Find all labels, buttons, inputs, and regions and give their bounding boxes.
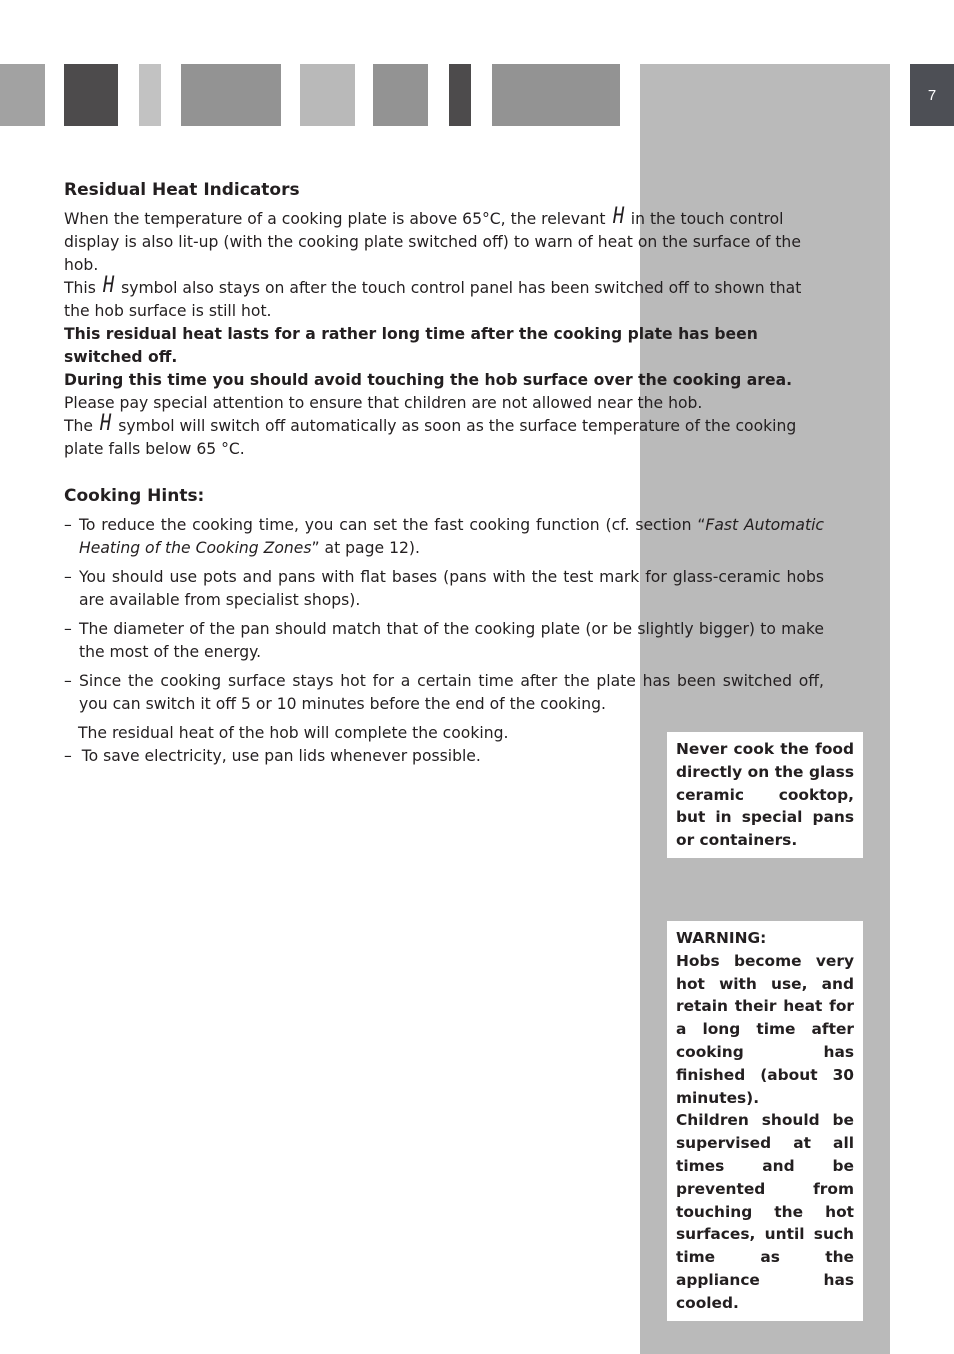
header-block-5	[300, 64, 355, 126]
list-item: – The diameter of the pan should match that of the cooking plate (or be slightly bigger) to make the most of the energy.	[64, 620, 824, 661]
note-box	[667, 732, 863, 858]
page-number: 7	[910, 64, 954, 126]
section-title-cooking-hints: Cooking Hints:	[64, 486, 205, 506]
cooking-hints-list	[64, 514, 824, 716]
warning-text-1: Hobs become very hot with use, and retain their heat for a long time after cooking has finished (about 30 minutes).	[676, 951, 854, 1107]
list-item: – You should use pots and pans with flat bases (pans with the test mark for glass-ceramic hobs are available from specialist shops).	[64, 568, 824, 609]
list-item: – Since the cooking surface stays hot for a certain time after the plate has been switched off, you can switch it off 5 or 10 minutes before the end of the cooking.	[64, 672, 824, 713]
cooking-hint-followup: The residual heat of the hob will complete the cooking.	[78, 724, 509, 742]
residual-heat-bold-1: This residual heat lasts for a rather long time after the cooking plate has been switched off.	[64, 325, 758, 366]
header-block-2	[64, 64, 118, 126]
residual-heat-paragraph-3: Please pay special attention to ensure that children are not allowed near the hob.	[64, 394, 703, 412]
h-symbol-icon: H	[100, 411, 112, 436]
list-item: – To save electricity, use pan lids whenever possible.	[64, 747, 481, 765]
section-title-residual-heat: Residual Heat Indicators	[64, 180, 300, 200]
header-block-1	[0, 64, 45, 126]
header-block-6	[373, 64, 428, 126]
list-item: – To reduce the cooking time, you can set the fast cooking function (cf. section “Fast Automatic Heating of the Cooking Zones” at page 12).	[64, 516, 824, 557]
residual-heat-paragraph-4: The H symbol will switch off automatically as soon as the surface temperature of the cooking plate falls below 65 °C.	[64, 411, 797, 458]
warning-text-2: Children should be supervised at all times and be prevented from touching the hot surfaces, until such time as the appliance has cooled.	[676, 1111, 854, 1312]
residual-heat-bold-2: During this time you should avoid touching the hob surface over the cooking area.	[64, 371, 793, 389]
header-block-7	[449, 64, 471, 126]
main-content	[64, 178, 824, 768]
header-block-4	[181, 64, 281, 126]
header-block-8	[492, 64, 620, 126]
note-text: Never cook the food directly on the glass ceramic cooktop, but in special pans or containers.	[676, 740, 854, 850]
warning-box	[667, 921, 863, 1321]
h-symbol-icon: H	[102, 273, 115, 298]
residual-heat-paragraph-2: This H symbol also stays on after the touch control panel has been switched off to shown that the hob surface is still hot.	[64, 273, 802, 320]
h-symbol-icon: H	[612, 204, 624, 229]
residual-heat-paragraph-1: When the temperature of a cooking plate is above 65°C, the relevant H in the touch control display is also lit-up (with the cooking plate switched off) to warn of heat on the surface of the hob.	[64, 204, 801, 274]
header-block-3	[139, 64, 161, 126]
warning-title: WARNING:	[676, 929, 767, 947]
